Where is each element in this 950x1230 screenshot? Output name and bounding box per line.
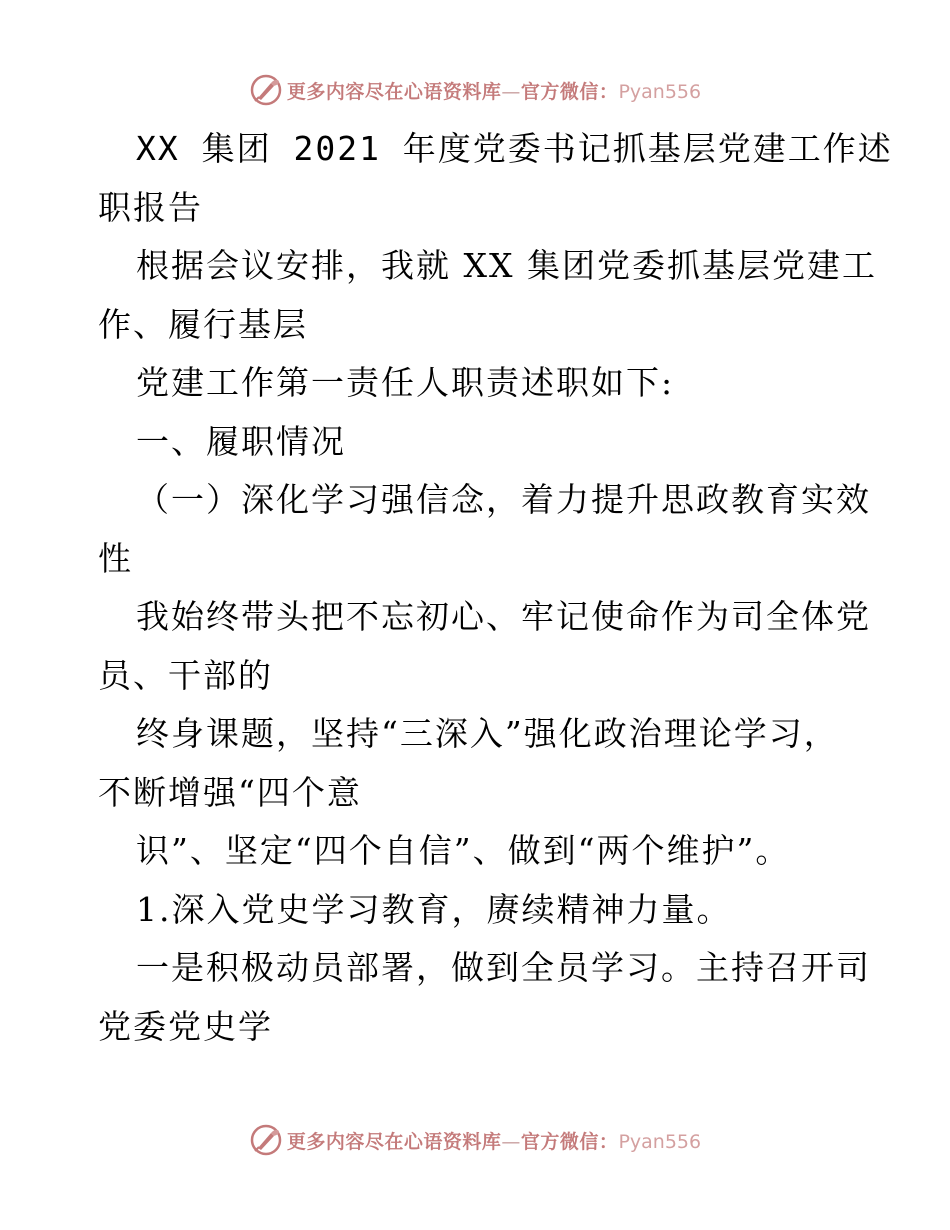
watermark-wechat-id: Pyan556: [618, 80, 702, 103]
watermark-wechat-label: 官方微信：: [520, 1130, 619, 1153]
document-body: [98, 120, 893, 1056]
watermark-text: [287, 77, 701, 104]
watermark-site-name: 更多内容尽在心语资料库: [286, 80, 502, 103]
header-watermark-banner: [0, 70, 950, 110]
text-line: 党建工作第一责任人职责述职如下:: [136, 363, 675, 402]
quill-pen-circle-icon: [249, 1123, 283, 1157]
subsection-heading: （一）深化学习强信念，着力提升思政教育实效: [136, 480, 871, 519]
text-line: 不断增强“四个意: [98, 772, 362, 812]
footer-watermark-banner: [0, 1120, 950, 1160]
text-line: 党委党史学: [98, 1006, 273, 1046]
text-line: 根据会议安排，我就 XX 集团党委抓基层党建工: [136, 246, 877, 285]
quill-pen-circle-icon: [249, 73, 283, 107]
title-line-2: 职报告: [98, 187, 203, 227]
text-line: 员、干部的: [98, 655, 273, 695]
title-line-1: XX 集团 2021 年度党委书记抓基层党建工作述: [136, 129, 893, 168]
watermark-site-name: 更多内容尽在心语资料库: [286, 1130, 502, 1153]
numbered-item: 1.深入党史学习教育，赓续精神力量。: [136, 889, 732, 929]
watermark-text: [287, 1127, 701, 1154]
section-heading: 一、履职情况: [136, 421, 346, 461]
text-line: 终身课题，坚持“三深入”强化政治理论学习，: [136, 714, 839, 753]
watermark-wechat-label: 官方微信：: [520, 80, 619, 103]
watermark-wechat-id: Pyan556: [618, 1130, 702, 1153]
watermark-dash: —: [501, 1130, 521, 1153]
watermark-dash: —: [501, 80, 521, 103]
text-line: 一是积极动员部署，做到全员学习。主持召开司: [136, 948, 871, 987]
text-line: 作、履行基层: [98, 304, 308, 344]
text-line: 识”、坚定“四个自信”、做到“两个维护”。: [136, 831, 791, 870]
text-line: 性: [98, 538, 133, 578]
text-line: 我始终带头把不忘初心、牢记使命作为司全体党: [136, 597, 871, 636]
